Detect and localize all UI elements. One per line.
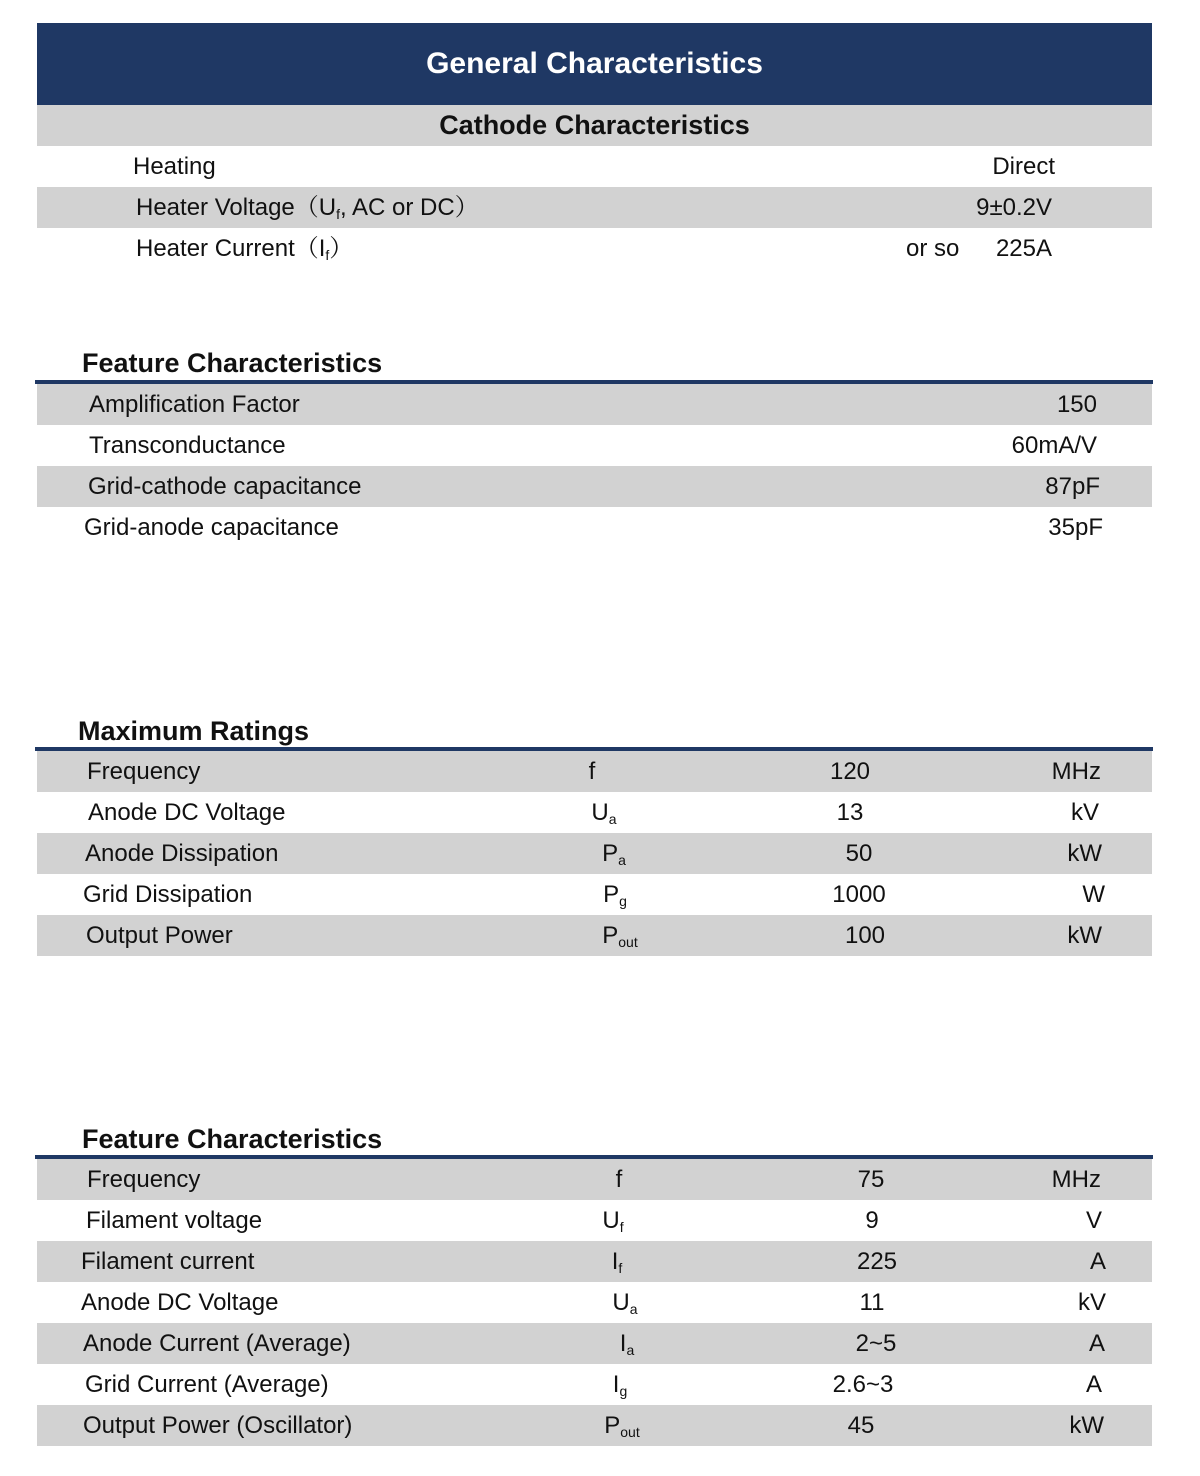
row-symbol: $I_f$ (611, 1248, 623, 1276)
row-label: Heater $Current(I_f)$ (136, 235, 354, 263)
row-value: 60mA/V (1011, 432, 1097, 459)
row-unit: A (1085, 1371, 1102, 1398)
table-row (37, 384, 1152, 425)
row-label: Amplification Factor (89, 391, 300, 418)
row-symbol: $P_{out}$ (602, 922, 638, 950)
row-value: 225 (856, 1248, 898, 1275)
section-title: Maximum Ratings (78, 716, 310, 746)
row-unit: kW (1067, 922, 1102, 949)
page-title-banner (37, 23, 1152, 105)
row-symbol: $I_a$ (619, 1330, 635, 1358)
section-title: Feature Characteristics (82, 1124, 383, 1154)
row-unit: kW (1067, 840, 1102, 867)
table-row (37, 1405, 1152, 1446)
table-row (37, 507, 1152, 548)
row-unit: V (1085, 1207, 1102, 1234)
table-row (37, 1200, 1152, 1241)
row-value: 120 (829, 758, 871, 785)
table-row (37, 833, 1152, 874)
row-value: Direct (992, 153, 1055, 180)
table-row (37, 751, 1152, 792)
row-label: Heater $Voltage(U_f$, AC or DC） (136, 194, 479, 222)
row-value: 75 (857, 1166, 885, 1193)
row-value: 87pF (1045, 473, 1100, 500)
row-label: Output Power (Oscillator) (83, 1412, 353, 1439)
row-value: 2.6~3 (832, 1371, 894, 1398)
row-value: 100 (844, 922, 886, 949)
row-prefix: or so (906, 235, 960, 262)
row-value: 45 (847, 1412, 875, 1439)
table-row (37, 187, 1152, 228)
row-unit: A (1088, 1330, 1105, 1357)
row-symbol: $P_{out}$ (604, 1412, 640, 1440)
row-label: Anode Current (Average) (83, 1330, 351, 1357)
row-symbol: $U_a$ (612, 1289, 638, 1317)
table-row (37, 792, 1152, 833)
table-row (37, 1159, 1152, 1200)
table-row (37, 466, 1152, 507)
table-row (37, 1241, 1152, 1282)
row-symbol: $U_a$ (591, 799, 617, 827)
page-title: General Characteristics (426, 47, 763, 80)
row-unit: W (1082, 881, 1105, 908)
row-label: Grid-anode capacitance (84, 514, 339, 541)
row-label: Transconductance (89, 432, 286, 459)
row-value: 150 (1056, 391, 1097, 418)
row-value: 2~5 (855, 1330, 897, 1357)
row-label: Frequency (87, 758, 201, 785)
table-row (37, 228, 1152, 269)
table-row (37, 1364, 1152, 1405)
table-row (37, 915, 1152, 956)
row-value: 9±0.2V (976, 194, 1052, 221)
row-symbol: $P_a$ (602, 840, 626, 868)
row-unit: MHz (1051, 758, 1101, 785)
row-label: Heating (133, 153, 216, 180)
row-value: 11 (859, 1289, 885, 1316)
row-label: Anode DC Voltage (81, 1289, 279, 1316)
row-unit: kV (1077, 1289, 1106, 1316)
row-label: Anode Dissipation (85, 840, 279, 867)
row-label: Filament voltage (86, 1207, 263, 1234)
row-value: 9 (865, 1207, 879, 1234)
table-row (37, 1282, 1152, 1323)
cathode-title: Cathode Characteristics (439, 110, 750, 140)
row-symbol: $I_g$ (612, 1371, 628, 1399)
row-label: Grid-cathode capacitance (88, 473, 362, 500)
row-label: Anode DC Voltage (88, 799, 286, 826)
row-label: Grid Current (Average) (85, 1371, 329, 1398)
table-row (37, 874, 1152, 915)
row-value: 35pF (1048, 514, 1103, 541)
row-symbol: f (588, 758, 596, 785)
row-unit: MHz (1051, 1166, 1101, 1193)
table-row (37, 146, 1152, 187)
row-label: Grid Dissipation (83, 881, 253, 908)
table-row (37, 425, 1152, 466)
row-symbol: f (615, 1166, 623, 1193)
row-unit: kV (1070, 799, 1099, 826)
row-value: 225A (995, 235, 1052, 262)
row-value: 13 (836, 799, 864, 826)
row-unit: A (1089, 1248, 1106, 1275)
row-symbol: $P_g$ (603, 881, 627, 909)
section-title: Feature Characteristics (82, 348, 383, 378)
row-unit: kW (1069, 1412, 1104, 1439)
row-value: 50 (845, 840, 873, 867)
row-label: Output Power (86, 922, 233, 949)
row-label: Filament current (81, 1248, 255, 1275)
row-label: Frequency (87, 1166, 201, 1193)
row-value: 1000 (832, 881, 886, 908)
row-symbol: $U_f$ (602, 1207, 624, 1235)
table-row (37, 1323, 1152, 1364)
cathode-section-title (37, 105, 1152, 146)
